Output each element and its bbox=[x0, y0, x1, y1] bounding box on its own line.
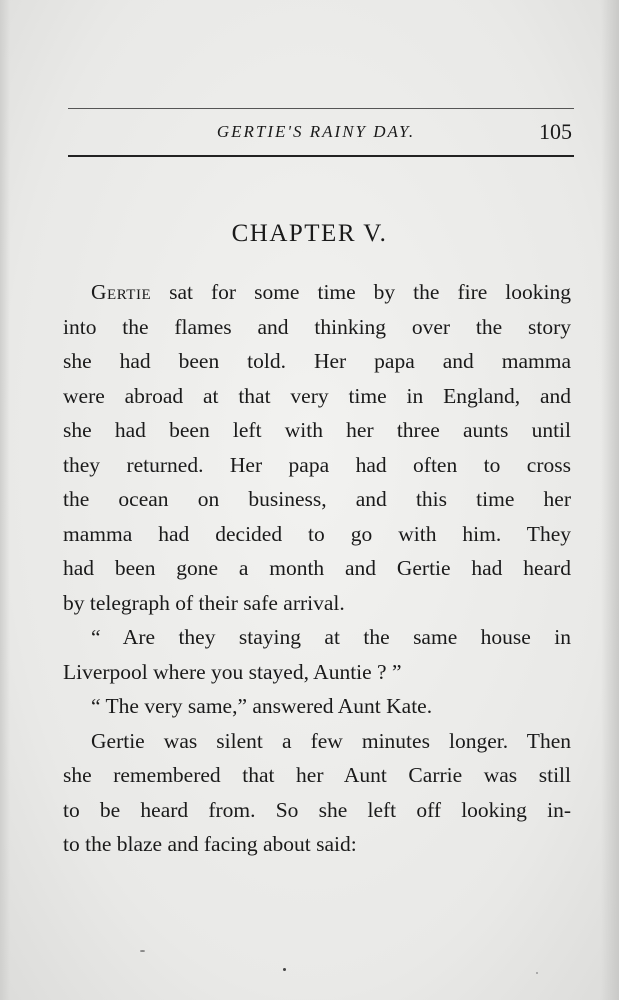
text-line: “ The very same,” answered Aunt Kate. bbox=[91, 694, 433, 718]
text-line: she remembered that her Aunt Carrie was still bbox=[63, 763, 571, 787]
chapter-heading: CHAPTER V. bbox=[231, 220, 388, 247]
body-text bbox=[63, 275, 571, 862]
paper-speck bbox=[283, 968, 286, 971]
text-line: she had been left with her three aunts until bbox=[63, 418, 571, 442]
page-number: 105 bbox=[539, 119, 572, 144]
page-right-edge-shadow bbox=[601, 0, 619, 1000]
running-title: GERTIE'S RAINY DAY. bbox=[216, 122, 416, 141]
text-line: she had been told. Her papa and mamma bbox=[63, 349, 571, 373]
text-line: by telegraph of their safe arrival. bbox=[63, 590, 345, 615]
header-top-rule bbox=[68, 108, 574, 109]
paper-speck bbox=[140, 950, 145, 952]
text-line: to be heard from. So she left off looking in- bbox=[63, 797, 571, 822]
running-header bbox=[68, 108, 574, 156]
text-line: Liverpool where you stayed, Auntie ? ” bbox=[63, 659, 402, 684]
text-line: to the blaze and facing about said: bbox=[63, 832, 357, 856]
lead-word: Gertie bbox=[91, 280, 152, 304]
header-bottom-rule bbox=[68, 155, 574, 157]
paper-speck bbox=[536, 972, 538, 974]
text-line: Gertie was silent a few minutes longer. Then bbox=[91, 728, 571, 753]
page-left-edge-shadow bbox=[0, 0, 10, 1000]
text-line bbox=[63, 275, 571, 310]
text-line: had been gone a month and Gertie had heard bbox=[63, 556, 571, 580]
text-line: the ocean on business, and this time her bbox=[63, 487, 571, 511]
line-text: sat for some time by the fire looking bbox=[151, 280, 571, 304]
text-line: into the flames and thinking over the story bbox=[63, 314, 571, 339]
text-line: were abroad at that very time in England, and bbox=[63, 383, 571, 408]
text-line: mamma had decided to go with him. They bbox=[63, 521, 571, 546]
text-line: they returned. Her papa had often to cross bbox=[63, 452, 571, 477]
text-line: “ Are they staying at the same house in bbox=[91, 625, 571, 649]
